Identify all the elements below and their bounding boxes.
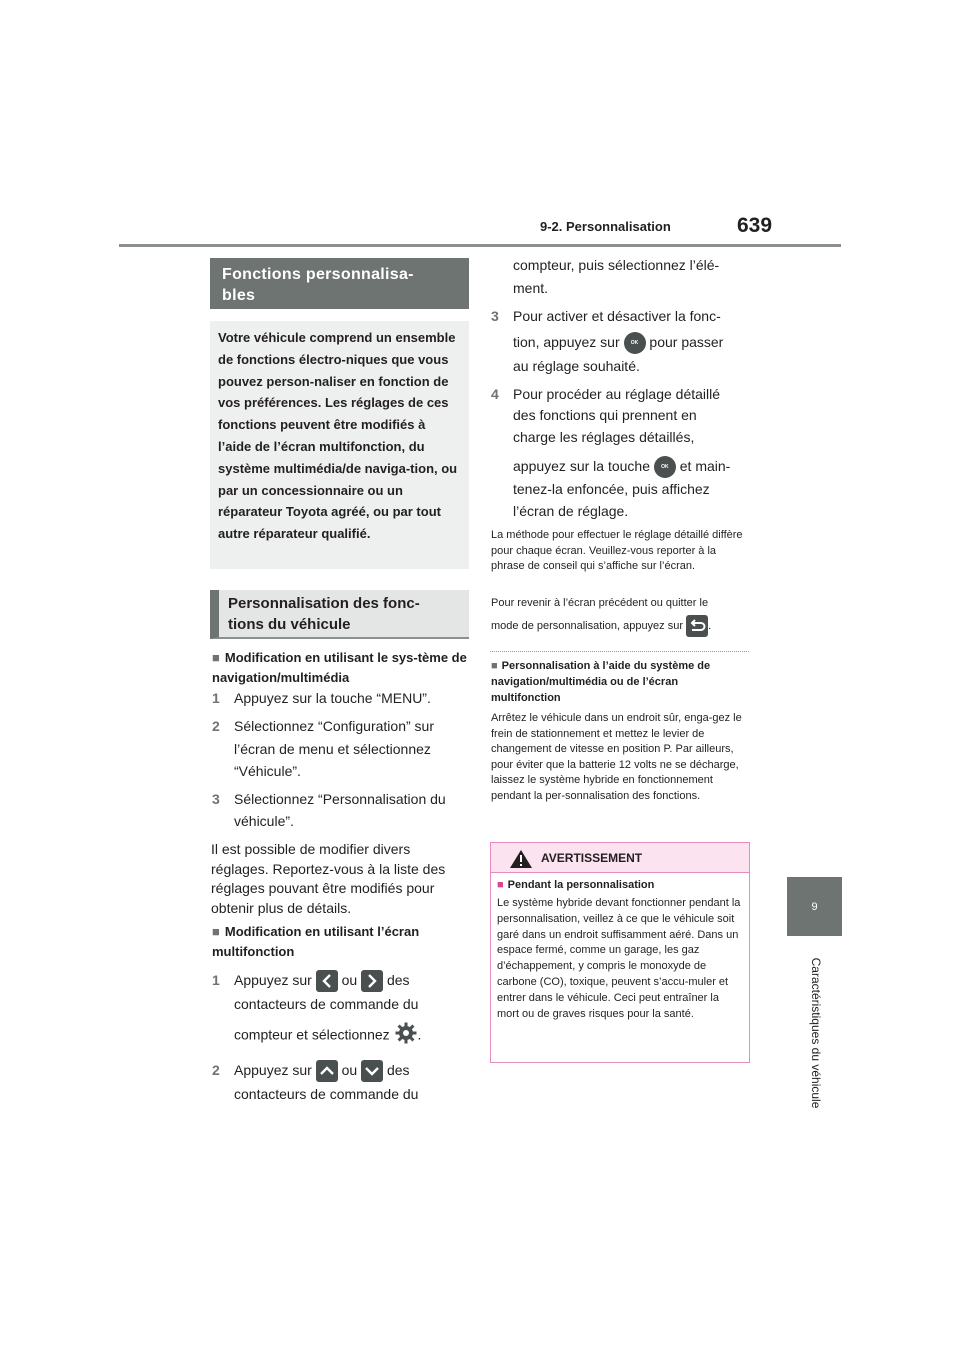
warning-triangle-icon <box>509 849 533 869</box>
warning-header <box>491 843 749 873</box>
chapter-title: Caractéristiques du véhicule <box>809 957 823 1108</box>
warning-subheading: ■ Pendant la personnalisation <box>497 879 655 891</box>
warning-box <box>490 842 750 1063</box>
step-4-line6: l’écran de réglage. <box>513 503 629 519</box>
warning-title: AVERTISSEMENT <box>541 851 643 865</box>
subheading-personalization-notice: ■ Personnalisation à l’aide du système de navigation/multimédia ou de l’écran multifonction <box>491 660 711 704</box>
ok-button-icon: OK <box>624 332 646 354</box>
right-arrow-icon <box>361 970 383 992</box>
step-3-multi-line2: tion, appuyez sur OK pour passer <box>491 331 747 354</box>
step-1-multi-line2: contacteurs de commande du <box>234 996 419 1012</box>
chapter-label <box>808 945 824 1120</box>
step-4-line5: tenez-la enfoncée, puis affichez <box>513 481 710 497</box>
chapter-tab: 9 <box>787 877 842 936</box>
note-detailed-settings: La méthode pour effectuer le réglage détaillé diffère pour chaque écran. Veuillez-vous reporter à la phrase de conseil qui s’affiche sur l’écran. <box>491 529 743 572</box>
step-2-nav: 2 Sélectionnez “Configuration” sur l’écran de menu et sélectionnez “Véhicule”. <box>212 718 434 779</box>
subheading-navigation: ■ Modification en utilisant le sys-tème de navigation/multimédia <box>212 650 467 685</box>
step-4-line2: des fonctions qui prennent en <box>513 407 697 423</box>
step-2-multi-line2: contacteurs de commande du <box>234 1086 419 1102</box>
ok-button-icon: OK <box>654 456 676 478</box>
back-icon <box>686 615 708 637</box>
step-2-multi-cont: compteur, puis sélectionnez l’élé-ment. <box>513 257 720 296</box>
paragraph-safety-notice: Arrêtez le véhicule dans un endroit sûr, enga-gez le frein de stationnement et mettez le levier de changement de vitesse en position P. Par ailleurs, pour éviter que la batterie 12 volts ne se décharge, laissez le système hybride en fonctionnement pendant la per-sonnalisation des fonctions. <box>491 712 742 802</box>
step-2-multi: 2 Appuyez sur ou des <box>212 1059 468 1082</box>
gear-icon <box>394 1021 418 1051</box>
down-arrow-icon <box>361 1060 383 1082</box>
section-title: 9-2. Personnalisation <box>540 219 671 234</box>
step-3-nav: 3 Sélectionnez “Personnalisation du véhicule”. <box>212 791 446 829</box>
header-rule <box>119 244 841 247</box>
note-return-line2: mode de personnalisation, appuyez sur . <box>491 615 749 637</box>
paragraph-settings-list: Il est possible de modifier divers réglages. Reportez-vous à la liste des réglages pouvant être modifiés pour obtenir plus de détails. <box>211 841 446 916</box>
step-1-nav: 1 Appuyez sur la touche “MENU”. <box>212 690 431 706</box>
square-bullet-icon: ■ <box>497 879 504 891</box>
step-3-multi-line3: au réglage souhaité. <box>513 358 640 374</box>
note-return-line1: Pour revenir à l’écran précédent ou quitter le <box>491 597 709 609</box>
subheading-multi-display: ■ Modification en utilisant l’écran multifonction <box>212 924 420 959</box>
divider <box>490 651 749 652</box>
step-1-multi-line3: compteur et sélectionnez . <box>212 1021 468 1051</box>
left-arrow-icon <box>316 970 338 992</box>
step-4-line4: appuyez sur la touche OK et main- <box>491 455 747 478</box>
up-arrow-icon <box>316 1060 338 1082</box>
square-bullet-icon: ■ <box>491 660 498 672</box>
step-4-line3: charge les réglages détaillés, <box>513 429 695 445</box>
square-bullet-icon: ■ <box>212 650 220 665</box>
heading-vehicle-personalization: Personnalisation des fonc- tions du véhicule <box>210 590 469 639</box>
page-number: 639 <box>737 214 773 237</box>
step-1-multi: 1 Appuyez sur ou des <box>212 969 468 992</box>
step-4-multi: 4 Pour procéder au réglage détaillé <box>491 386 721 402</box>
warning-text: Le système hybride devant fonctionner pendant la personnalisation, veillez à ce que le véhicule soit garé dans un endroit suffisamment aéré. Dans un espace fermé, comme un garage, les gaz d’échappement, y compris le monoxyde de carbone (CO), toxique, peuvent s’accu-muler et entrer dans le véhicule. Ceci peut entraîner la mort ou de graves risques pour la santé. <box>497 897 741 1020</box>
heading-custom-features: Fonctions personnalisa- bles <box>210 258 469 309</box>
intro-text: Votre véhicule comprend un ensemble de fonctions électro-niques que vous pouvez person-naliser en fonction de vos préférences. Les réglages de ces fonctions peuvent être modifiés à l’aide de l’écran multifonction, du système multimédia/de naviga-tion, ou par un concessionnaire ou un réparateur Toyota agréé, ou par tout autre réparateur qualifié. <box>218 330 458 542</box>
step-3-multi: 3 Pour activer et désactiver la fonc- <box>491 308 721 324</box>
intro-box <box>210 321 469 569</box>
square-bullet-icon: ■ <box>212 924 220 939</box>
